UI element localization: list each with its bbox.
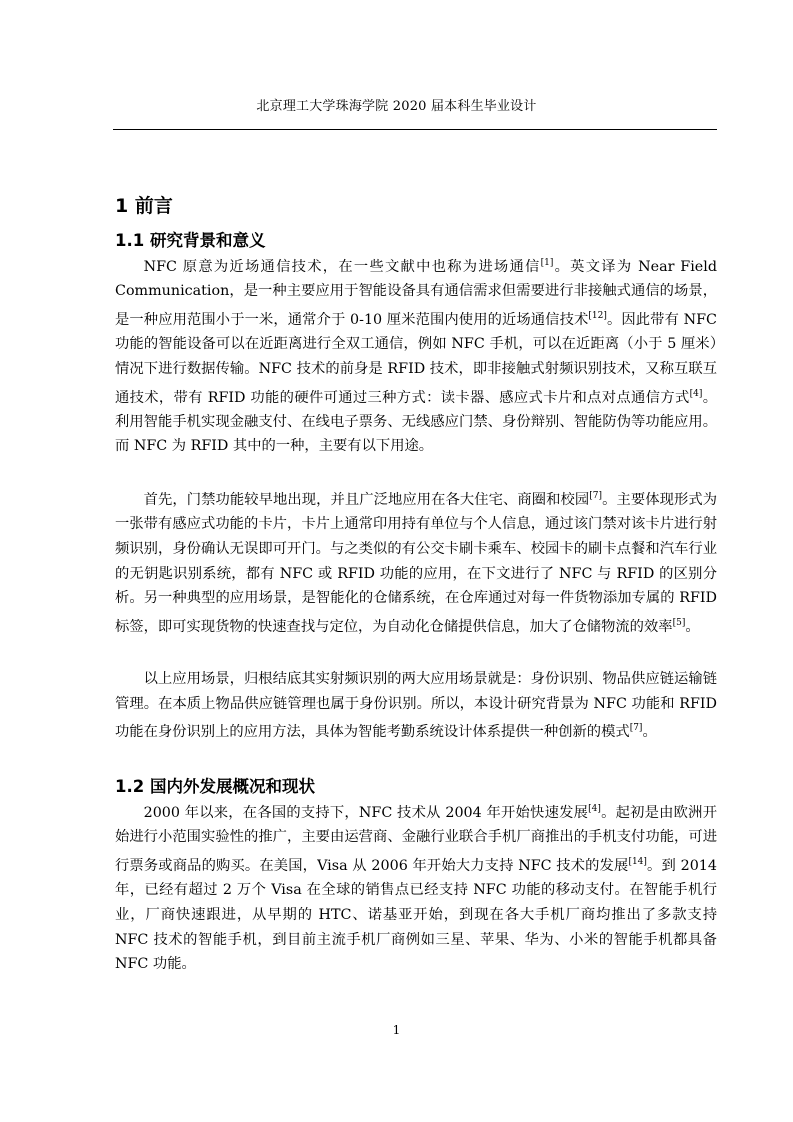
citation-marker: [14] <box>628 856 647 867</box>
page-header: 北京理工大学珠海学院 2020 届本科生毕业设计 <box>256 99 537 114</box>
paragraph-2: 首先，门禁功能较早地出现，并且广泛地应用在各大住宅、商圈和校园[7]。主要体现形式为一张带有感应式功能的卡片，卡片上通常印用持有单位与个人信息，通过该门禁对该卡片进行射频识别，身份确认无误即可开门。与之类似的有公交卡刷卡乘车、校园卡的刷卡点餐和汽车行业的无钥匙识别系统，都有 NFC 或 RFID 功能的应用，在下文进行了 NFC 与 RFID 的区别分析。另一种典型的应用场景，是智能化的仓储系统，在仓库通过对每一件货物添加专属的 RFID 标签，即可实现货物的快速查找与定位，为自动化仓储提供信息，加大了仓储物流的效率[5]。 <box>115 491 718 635</box>
citation-marker: [5] <box>672 617 686 628</box>
paragraph-3: 以上应用场景，归根结底其实射频识别的两大应用场景就是：身份识别、物品供应链运输链管理。在本质上物品供应链管理也属于身份识别。所以，本设计研究背景为 NFC 功能和 RFID 功能在身份识别上的应用方法，具体为智能考勤系统设计体系提供一种创新的模式[7]。 <box>115 671 717 740</box>
section-1-2-title: 1.2 国内外发展概况和现状 <box>115 777 315 796</box>
section-1-1-title: 1.1 研究背景和意义 <box>115 231 266 250</box>
page-number: 1 <box>392 1023 401 1037</box>
header-rule <box>113 129 717 130</box>
citation-marker: [4] <box>689 388 703 399</box>
paragraph-4: 2000 年以来，在各国的支持下，NFC 技术从 2004 年开始快速发展[4]。起初是由欧洲开始进行小范围实验性的推广，主要由运营商、金融行业联合手机厂商推出的手机支付功能，可进行票务或商品的购买。在美国，Visa 从 2006 年开始大力支持 NFC 技术的发展[14]。到 2014 年，已经有超过 2 万个 Visa 在全球的销售点已经支持 NFC 功能的移动支付。在智能手机行业，厂商快速跟进，从早期的 HTC、诺基亚开始，到现在各大手机厂商均推出了多款支持 NFC 技术的智能手机，到目前主流手机厂商例如三星、苹果、华为、小米的智能手机都具备 NFC 功能。 <box>115 804 717 973</box>
paragraph-1: NFC 原意为近场通信技术，在一些文献中也称为进场通信[1]。英文译为 Near Field Communication，是一种主要应用于智能设备具有通信需求但需要进行非接触式通信的场景，是一种应用范围小于一米，通常介于 0-10 厘米范围内使用的近场通信技术[12]。因此带有 NFC 功能的智能设备可以在近距离进行全双工通信，例如 NFC 手机，可以在近距离（小于 5 厘米）情况下进行数据传输。NFC 技术的前身是 RFID 技术，即非接触式射频识别技术，又称互联互通技术，带有 RFID 功能的硬件可通过三种方式：读卡器、感应式卡片和点对点通信方式[4]。利用智能手机实现金融支付、在线电子票务、无线感应门禁、身份辩别、智能防伪等功能应用。而 NFC 为 RFID 其中的一种，主要有以下用途。 <box>115 258 717 455</box>
citation-marker: [1] <box>540 258 554 268</box>
citation-marker: [12] <box>588 310 607 321</box>
citation-marker: [7] <box>629 723 643 734</box>
citation-marker: [7] <box>589 491 602 501</box>
section-1-title: 1 前言 <box>115 195 173 217</box>
citation-marker: [4] <box>588 804 601 814</box>
